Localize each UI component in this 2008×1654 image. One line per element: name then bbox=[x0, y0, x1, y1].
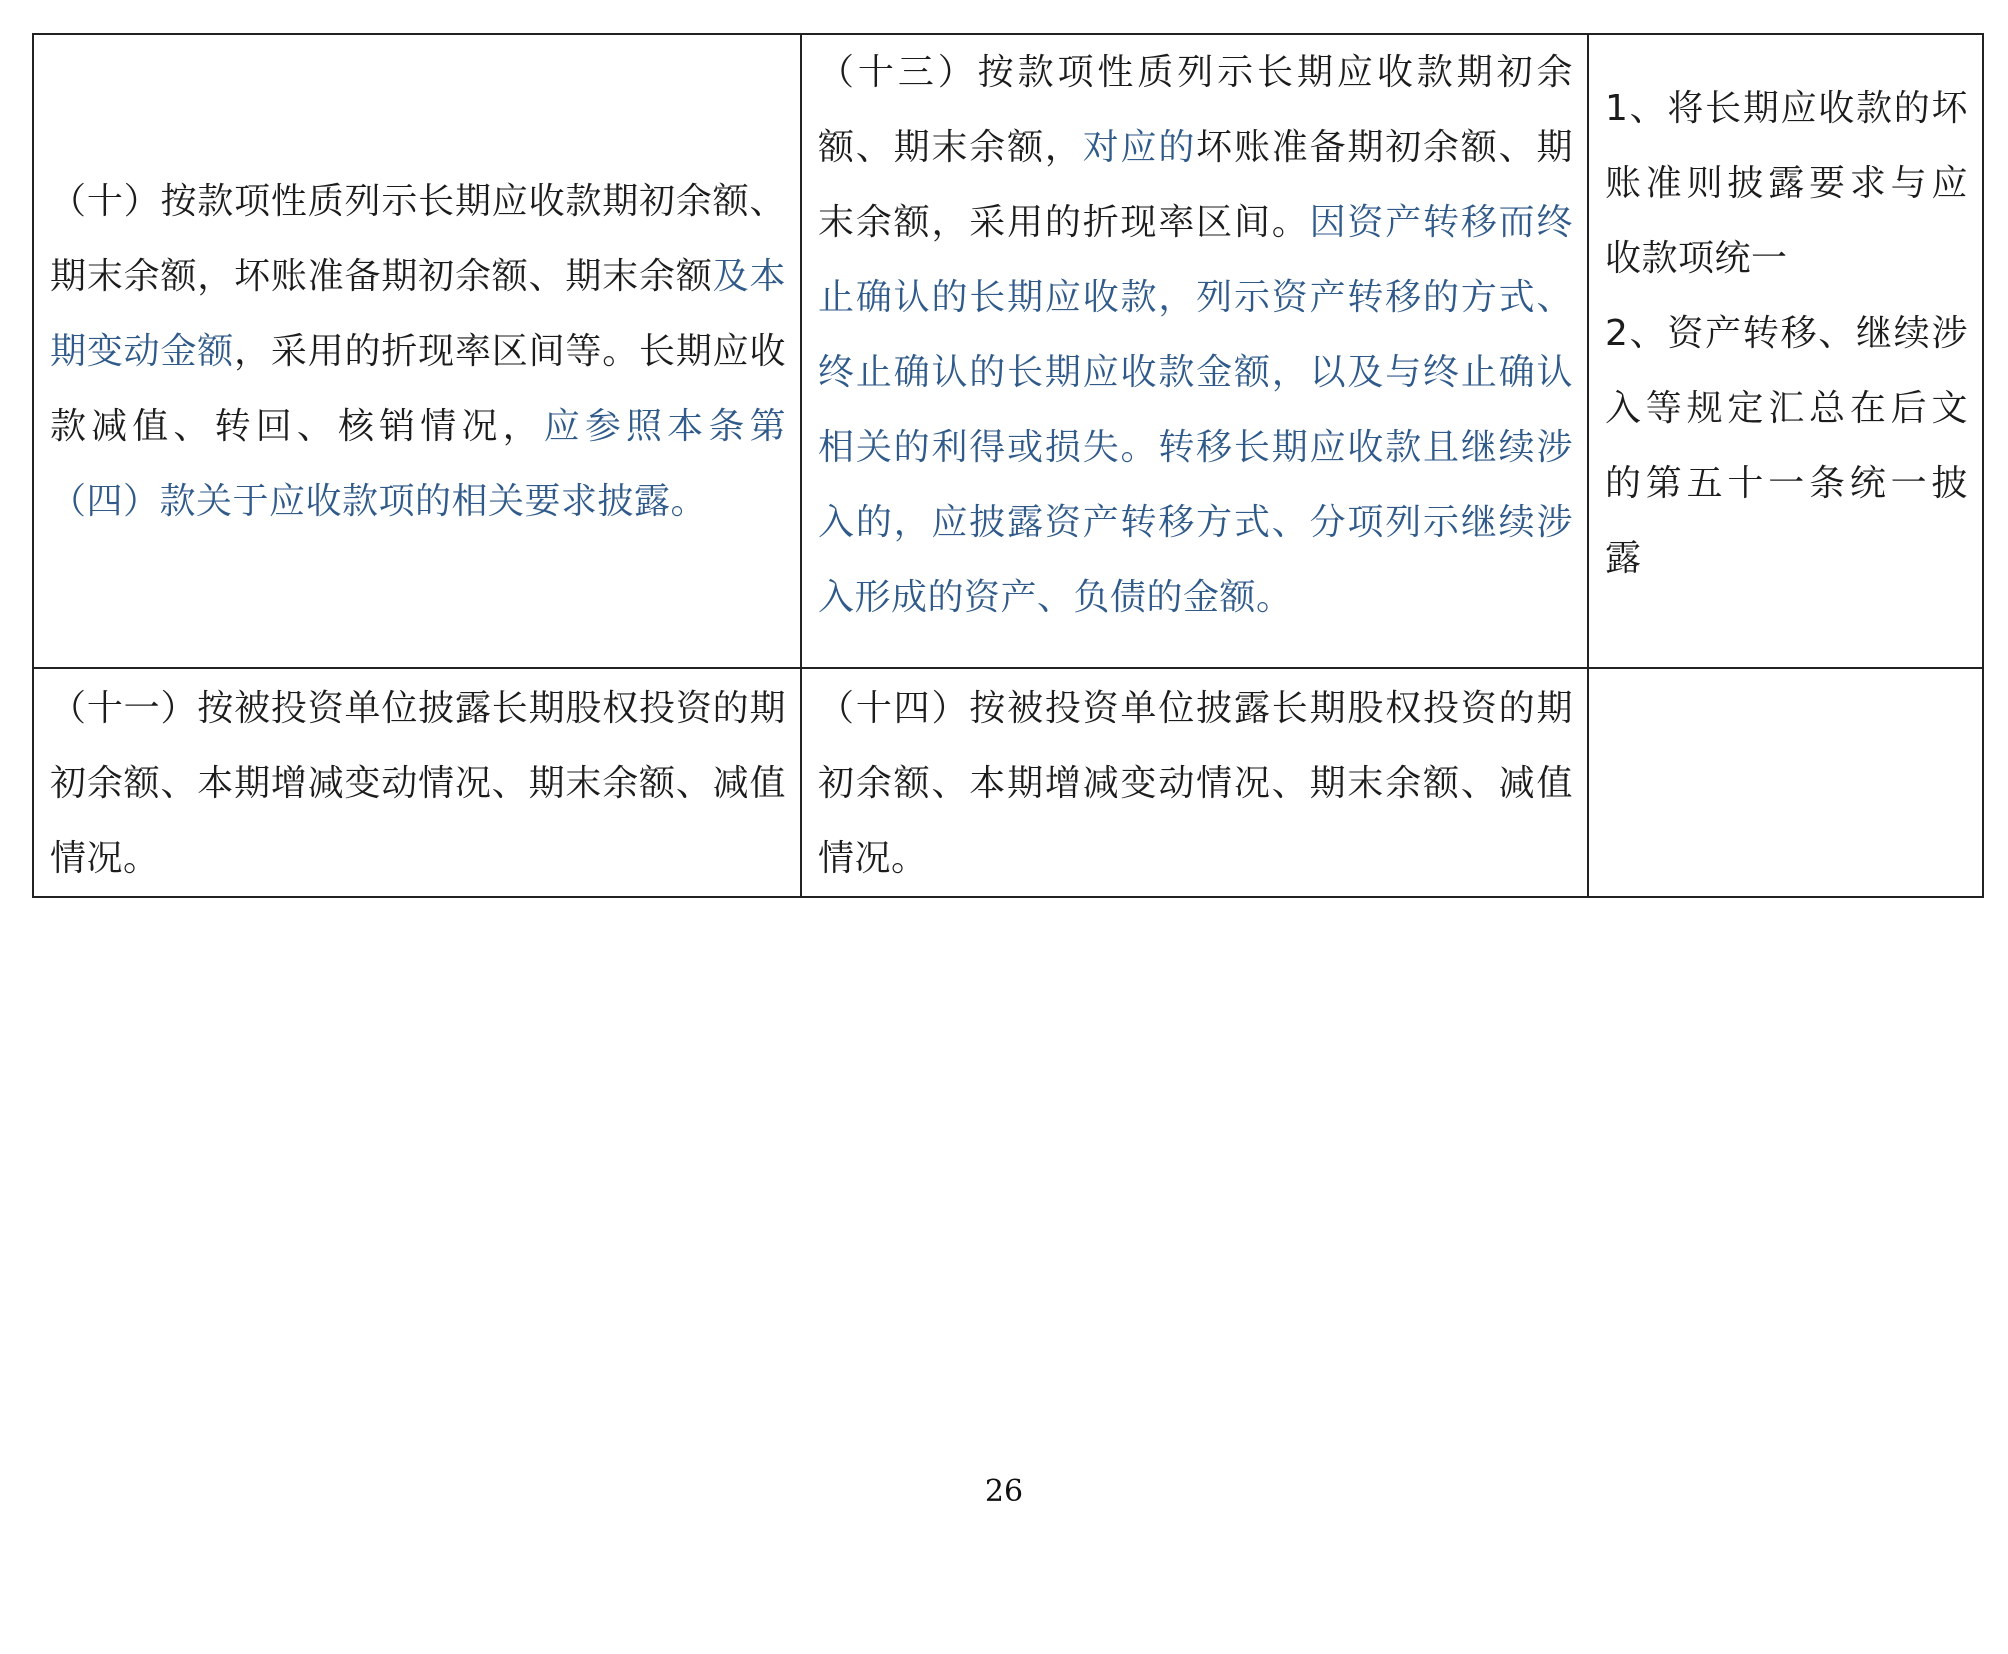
new-provision-highlight: 因资产转移而终止确认的长期应收款，列示资产转移的方式、终止确认的长期应收款金额，以及与终止确认相关的利得或损失。转移长期应收款且继续涉入的，应披露资产转移方式、分项列示继续涉入形成的资产、负债的金额。 bbox=[818, 202, 1573, 618]
old-provision-highlight: 及本期变动金额 bbox=[50, 255, 786, 372]
change-note-cell bbox=[1588, 34, 1983, 668]
old-provision-cell bbox=[33, 34, 801, 668]
comparison-table bbox=[32, 33, 1984, 898]
change-note-line: 2、资产转移、继续涉入等规定汇总在后文的第五十一条统一披露 bbox=[1605, 313, 1968, 579]
change-note-line: 1、将长期应收款的坏账准则披露要求与应收款项统一 bbox=[1605, 88, 1968, 279]
table-row bbox=[33, 668, 1983, 897]
new-provision-cell: （十四）按被投资单位披露长期股权投资的期初余额、本期增减变动情况、期末余额、减值情况。 bbox=[801, 668, 1588, 897]
old-provision-text: （十）按款项性质列示长期应收款期初余额、期末余额，坏账准备期初余额、期末余额 bbox=[50, 180, 786, 297]
old-provision-highlight: 应参照本条第（四）款关于应收款项的相关要求披露。 bbox=[50, 405, 786, 522]
old-provision-cell: （十一）按被投资单位披露长期股权投资的期初余额、本期增减变动情况、期末余额、减值情况。 bbox=[33, 668, 801, 897]
new-provision-cell bbox=[801, 34, 1588, 668]
old-provision-text: ，采用的折现率区间等。长期应收款减值、转回、核销情况， bbox=[50, 330, 786, 447]
new-provision-highlight: 对应的 bbox=[1082, 127, 1197, 168]
new-provision-text: 坏账准备期初余额、期末余额，采用的折现率区间。 bbox=[818, 127, 1573, 243]
table-row bbox=[33, 34, 1983, 668]
new-provision-text: （十三）按款项性质列示长期应收款期初余额、期末余额， bbox=[818, 52, 1573, 168]
change-note-cell bbox=[1588, 668, 1983, 897]
page-number: 26 bbox=[984, 1474, 1024, 1509]
